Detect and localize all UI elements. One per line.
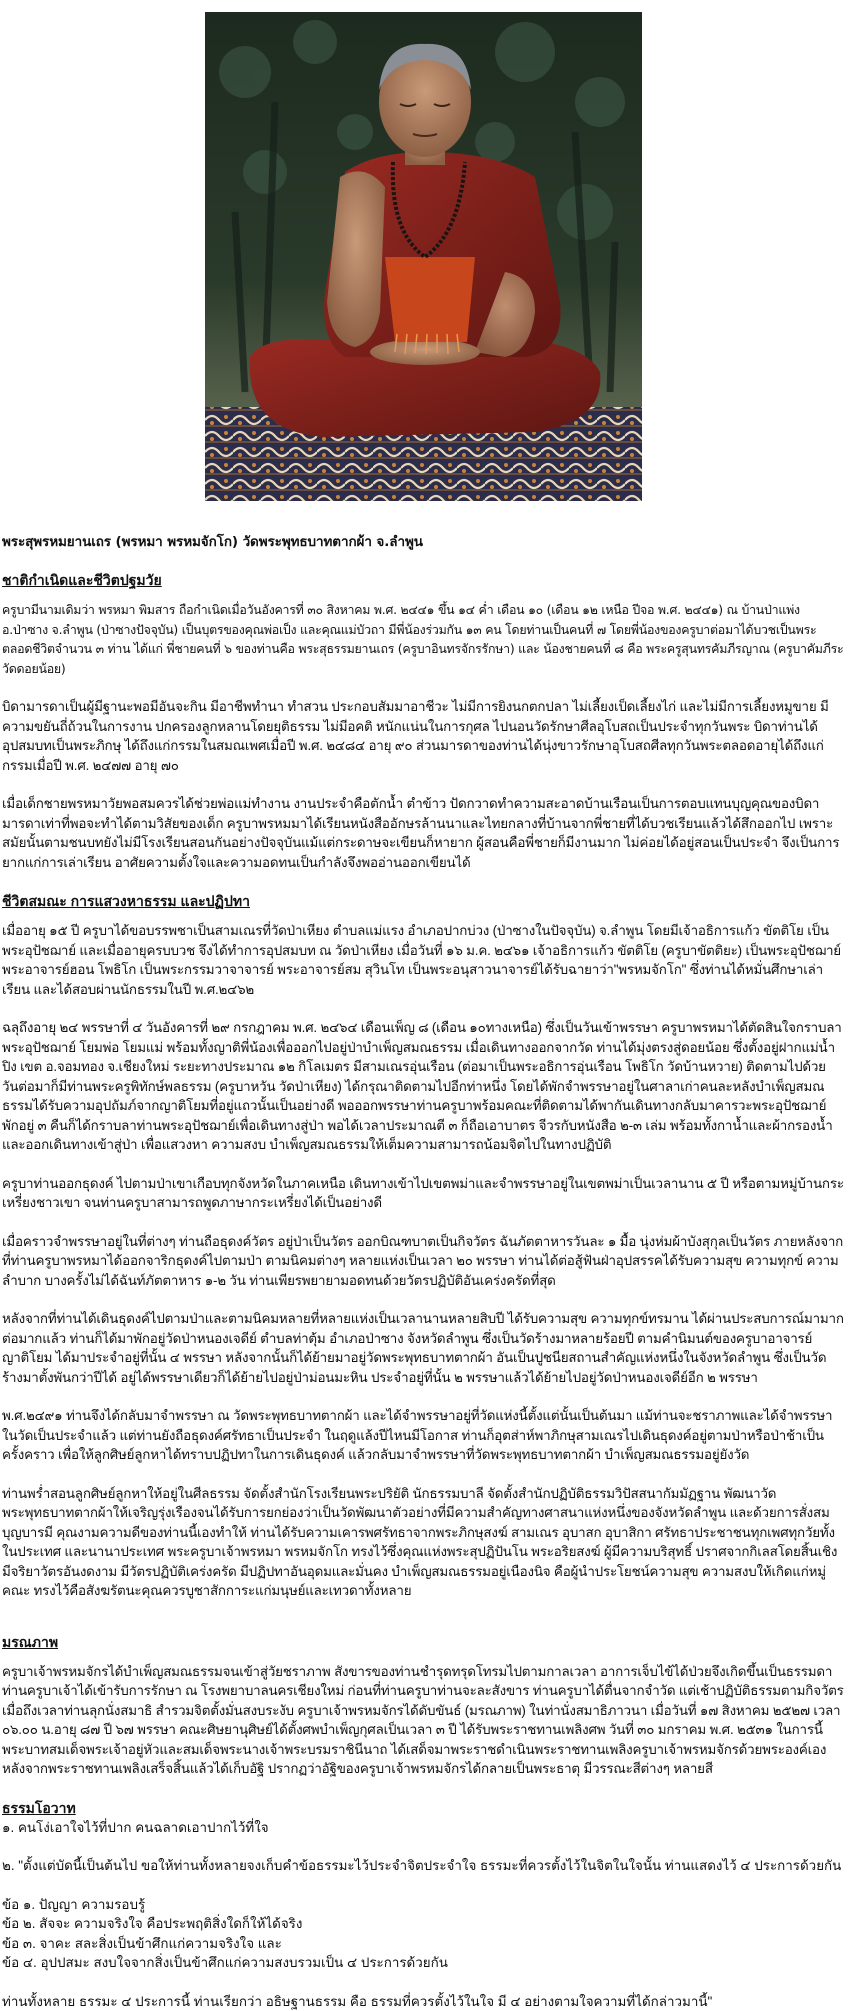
section-spacer: [2, 1620, 844, 1632]
teaching-list-item: ข้อ ๒. สัจจะ ความจริงใจ คือประพฤติสิ่งใดก็ให้ได้จริง: [2, 1914, 844, 1934]
section-heading-death: มรณภาพ: [2, 1632, 844, 1652]
section-heading-dhamma-teaching: ธรรมโอวาท: [2, 1798, 844, 1818]
teaching-quote-intro: ๒. "ตั้งแต่บัดนี้เป็นต้นไป ขอให้ท่านทั้งหลายจงเก็บคำข้อธรรมะไว้ประจำจิตประจำใจ ธรรมะที่ควรตั้งไว้ในจิตในใจนั้น ท่านแสดงไว้ ๔ ประการด้วยกัน: [2, 1856, 844, 1876]
paragraph: เมื่อคราวจำพรรษาอยู่ในที่ต่างๆ ท่านถือธุดงค์วัตร อยู่ป่าเป็นวัตร ออกบิณฑบาตเป็นกิจวัตร ฉันภัตตาหารวันละ ๑ มื้อ นุ่งห่มผ้าบังสุกุลเป็นวัตร ภายหลังจากที่ท่านครูบาพรหมาได้ออกจาริกธุดงค์ไปตามป่า ตามนิคมต่างๆ หลายแห่งเป็นเวลา ๒๐ พรรษา ท่านได้ต่อสู้ฟันฝ่าอุปสรรคได้รับความสุข ความทุกข์ ความลำบาก บางครั้งไม่ได้ฉันท์ภัตตาหาร ๑-๒ วัน ท่านเพียรพยายามอดทนด้วยวัตรปฏิบัติอันเคร่งครัดที่สุด: [2, 1232, 844, 1291]
article-title: พระสุพรหมยานเถร (พรหมา พรหมจักโก) วัดพระพุทธบาทตากผ้า จ.ลำพูน: [2, 532, 844, 552]
paragraph: บิดามารดาเป็นผู้มีฐานะพอมีอันจะกิน มีอาชีพทำนา ทำสวน ประกอบสัมมาอาชีวะ ไม่มีการยิงนกตกปลา ไม่เลี้ยงเป็ดเลี้ยงไก่ และไม่มีการเลี้ยงหมูขาย มีความขยันถี่ถ้วนในการงาน ปกครองลูกหลานโดยยุติธรรม ไม่มีอคติ หนักแน่นในการกุศล ไปนอนวัดรักษาศีลอุโบสถเป็นประจำทุกวันพระ บิดาท่านได้อุปสมบทเป็นพระภิกษุ ได้ถึงแก่กรรมในสมณเพศเมื่อปี พ.ศ. ๒๔๘๔ อายุ ๙๐ ส่วนมารดาของท่านได้นุ่งขาวรักษาอุโบสถศีลทุกวันพระตลอดอายุได้ถึงแก่กรรมเมื่อปี พ.ศ. ๒๔๗๗ อายุ ๗๐: [2, 697, 844, 775]
paragraph: เมื่อเด็กชายพรหมาวัยพอสมควรได้ช่วยพ่อแม่ทำงาน งานประจำคือตักน้ำ ตำข้าว ปัดกวาดทำความสะอาดบ้านเรือนเป็นการตอบแทนบุญคุณของบิดามารดาเท่าที่พอจะทำได้ตามวิสัยของเด็ก ครูบาพรหมมาได้เรียนหนังสืออักษรล้านนาและไทยกลางที่บ้านจากพี่ชายที่ได้บวชเรียนแล้วได้สึกออกไป เพราะสมัยนั้นตามชนบทยังไม่มีโรงเรียนสอนกันอย่างปัจจุบันแม้แต่กระดาษจะเขียนก็หายาก ผู้สอนคือพี่ชายก็มีงานมาก ไม่ค่อยได้อยู่สอนเป็นประจำ จึงเป็นการยากแก่การเล่าเรียน อาศัยความตั้งใจและความอดทนเป็นกำลังจึงพออ่านออกเขียนได้: [2, 794, 844, 872]
paragraph: ครูบามีนามเดิมว่า พรหมา พิมสาร ถือกำเนิดเมื่อวันอังคารที่ ๓๐ สิงหาคม พ.ศ. ๒๔๔๑ ขึ้น ๑๔ ค่ำ เดือน ๑๐ (เดือน ๑๒ เหนือ ปีจอ พ.ศ. ๒๔๔๑) ณ บ้านป่าแพ่ง อ.ป่าซาง จ.ลำพูน (ป่าซางปัจจุบัน) เป็นบุตรของคุณพ่อเป็ง และคุณแม่บัวถา มีพี่น้องร่วมกัน ๑๓ คน โดยท่านเป็นคนที่ ๗ โดยพี่น้องของครูบาต่อมาได้บวชเป็นพระตลอดชีวิตจำนวน ๓ ท่าน ได้แก่ พี่ชายคนที่ ๖ ของท่านคือ พระสุธรรมยานเถร (ครูบาอินทรจักรรักษา) และ น้องชายคนที่ ๘ คือ พระครูสุนทรคัมภีรญาณ (ครูบาคัมภีระ วัดดอยน้อย): [2, 600, 844, 678]
section-heading-monastic-life: ชีวิตสมณะ การแสวงหาธรรม และปฏิปทา: [2, 891, 844, 911]
paragraph: ครูบาเจ้าพรหมจักรได้บำเพ็ญสมณธรรมจนเข้าสู่วัยชราภาพ สังขารของท่านชำรุดทรุดโทรมไปตามกาลเวลา อาการเจ็บไข้ได้ป่วยจึงเกิดขึ้นเป็นธรรมดา ท่านครูบาเจ้าได้เข้ารับการรักษา ณ โรงพยาบาลนครเชียงใหม่ ก่อนที่ท่านครูบาท่านจะละสังขาร ท่านครูบาได้ตื่นจากจำวัด แต่เช้าปฏิบัติธรรมตามกิจวัตร เมื่อถึงเวลาท่านลุกนั่งสมาธิ สำรวมจิตตั้งมั่นสงบระงับ ครูบาเจ้าพรหมจักรได้ดับขันธ์ (มรณภาพ) ในท่านั่งสมาธิภาวนา เมื่อวันที่ ๑๗ สิงหาคม ๒๕๒๗ เวลา ๐๖.๐๐ น.อายุ ๘๗ ปี ๖๗ พรรษา คณะศิษยานุศิษย์ได้ตั้งศพบำเพ็ญกุศลเป็นเวลา ๓ ปี ได้รับพระราชทานเพลิงศพ วันที่ ๓๐ มกราคม พ.ศ. ๒๕๓๑ ในการนี้ พระบาทสมเด็จพระเจ้าอยู่หัวและสมเด็จพระนางเจ้าพระบรมราชินีนาถ ได้เสด็จมาพระราชดำเนินพระราชทานเพลิงครูบาเจ้าพรหมจักรด้วยพระองค์เอง หลังจากพระราชทานเพลิงเสร็จสิ้นแล้วได้เก็บอัฐิ ปรากฏว่าอัฐิของครูบาเจ้าพรหมจักรได้กลายเป็นพระธาตุ มีวรรณะสีต่างๆ หลายสี: [2, 1662, 844, 1779]
monk-portrait-photo: [205, 12, 642, 501]
teaching-list-item: ข้อ ๓. จาคะ สละสิ่งเป็นข้าศึกแก่ความจริงใจ และ: [2, 1934, 844, 1954]
teaching-line: ๑. คนโง่เอาใจไว้ที่ปาก คนฉลาดเอาปากไว้ที่ใจ: [2, 1818, 844, 1838]
article-body: [2, 532, 844, 2011]
spacer: [2, 1876, 844, 1895]
spacer: [2, 1837, 844, 1856]
paragraph: หลังจากที่ท่านได้เดินธุดงค์ไปตามป่าและตามนิคมหลายที่หลายแห่งเป็นเวลานานหลายสิบปี ได้รับความสุข ความทุกข์ทรมาน ได้ผ่านประสบการณ์มามากต่อมากแล้ว ท่านก็ได้มาพักอยู่วัดป่าหนองเจดีย์ ตำบลท่าตุ้ม อำเภอป่าซาง จังหวัดลำพูน ซึ่งเป็นวัดร้างมาหลายร้อยปี ตามคำนิมนต์ของครูบาอาจารย์ญาติโยม ได้มาประจำอยู่ที่นั้น ๔ พรรษา หลังจากนั้นก็ได้ย้ายมาอยู่วัดพระพุทธบาทตากผ้า อันเป็นปูชนียสถานสำคัญแห่งหนึ่งในจังหวัดลำพูน ซึ่งเป็นวัดร้างมาตั้งพันกว่าปีได้ อยู่ได้พรรษาเดียวก็ได้ย้ายไปอยู่ป่าม่อนมะหิน ประจำอยู่ที่นั้น ๒ พรรษาแล้วได้ย้ายไปอยู่วัดป่าหนองเจดีย์อีก ๒ พรรษา: [2, 1309, 844, 1387]
paragraph: ท่านพร่ำสอนลูกศิษย์ลูกหาให้อยู่ในศีลธรรม จัดตั้งสำนักโรงเรียนพระปริยัติ นักธรรมบาลี จัดตั้งสำนักปฏิบัติธรรมวิปัสสนากัมมัฏฐาน พัฒนาวัดพระพุทธบาทตากผ้าให้เจริญรุ่งเรืองจนได้รับการยกย่องว่าเป็นวัดพัฒนาตัวอย่างที่มีความสำคัญทางศาสนาแห่งหนึ่งของจังหวัดลำพูน และด้วยการสั่งสมบุญบารมี คุณงามความดีของท่านนี้เองทำให้ ท่านได้รับความเคารพศรัทธาจากพระภิกษุสงฆ์ สามเณร อุบาสก อุบาสิกา ศรัทธาประชาชนทุกเพศทุกวัยทั้งในประเทศ และนานาประเทศ พระครูบาเจ้าพรหมา พรหมจักโก ทรงไว้ซึ่งคุณแห่งพระสุปฏิปันโน พระอริยสงฆ์ ผู้มีความบริสุทธิ์ ปราศจากกิเลสโดยสิ้นเชิง มีจริยาวัตรอันงดงาม มีวัตรปฏิบัติเคร่งครัด มีปฏิปทาอันอุดมและมั่นคง บำเพ็ญสมณธรรมอยู่เนืองนิจ คือผู้นำประโยชน์ความสุข ความสงบให้เกิดแก่หมู่คณะ ทรงไว้คือสังฆรัตนะคุณควรบูชาสักการะแก่มนุษย์และเทวดาทั้งหลาย: [2, 1484, 844, 1601]
monk-portrait-illustration: [205, 12, 642, 501]
teaching-list-item: ข้อ ๑. ปัญญา ความรอบรู้: [2, 1895, 844, 1915]
teaching-closing: ท่านทั้งหลาย ธรรมะ ๔ ประการนี้ ท่านเรียกว่า อธิษฐานธรรม คือ ธรรมที่ควรตั้งไว้ในใจ มี ๔ อย่างตามใจความที่ได้กล่าวมานี้": [2, 1992, 844, 2011]
paragraph: เมื่ออายุ ๑๕ ปี ครูบาได้ขอบรรพชาเป็นสามเณรที่วัดป่าเหียง ตำบลแม่แรง อำเภอปากบ่วง (ป่าซางในปัจจุบัน) จ.ลำพูน โดยมีเจ้าอธิการแก้ว ขัตติโย เป็นพระอุปัชฌาย์ และเมื่ออายุครบบวช จึงได้ทำการอุปสมบท ณ วัดป่าเหียง เมื่อวันที่ ๑๖ ม.ค. ๒๔๖๑ เจ้าอธิการแก้ว ขัตติโย (ครูบาขัตติยะ) เป็นพระอุปัชฌาย์ พระอาจารย์ฮอน โพธิโก เป็นพระกรรมวาจาจารย์ พระอาจารย์สม สุวินโท เป็นพระอนุสาวนาจารย์ได้รับฉายาว่า"พรหมจักโก" ซึ่งท่านได้หมั่นศึกษาเล่าเรียน และได้สอบผ่านนักธรรมในปี พ.ศ.๒๔๖๒: [2, 921, 844, 999]
teaching-list-item: ข้อ ๔. อุปปสมะ สงบใจจากสิ่งเป็นข้าศึกแก่ความสงบรวมเป็น ๔ ประการด้วยกัน: [2, 1953, 844, 1973]
paragraph: พ.ศ.๒๔๙๑ ท่านจึงได้กลับมาจำพรรษา ณ วัดพระพุทธบาทตากผ้า และได้จำพรรษาอยู่ที่วัดแห่งนี้ตั้งแต่นั้นเป็นต้นมา แม้ท่านจะชราภาพและได้จำพรรษาในวัดเป็นประจำแล้ว แต่ท่านยังถือธุดงค์ศรัทธาเป็นประจำ ในฤดูแล้งปีไหนมีโอกาส ท่านก็อุตส่าห์พาภิกษุสามเณรไปเดินธุดงค์อยู่ตามป่าหรือป่าช้าเป็นครั้งคราว เพื่อให้ลูกศิษย์ลูกหาได้ทราบปฏิปทาในการเดินธุดงค์ แล้วกลับมาจำพรรษาที่วัดพระพุทธบาทตากผ้า บำเพ็ญสมณธรรมอยู่ยังวัด: [2, 1406, 844, 1465]
paragraph: ครูบาท่านออกธุดงค์ ไปตามป่าเขาเกือบทุกจังหวัดในภาคเหนือ เดินทางเข้าไปเขตพม่าและจำพรรษาอยู่ในเขตพม่าเป็นเวลานาน ๕ ปี หรือตามหมู่บ้านกระเหรี่ยงชาวเขา จนท่านครูบาสามารถพูดภาษากระเหรี่ยงได้เป็นอย่างดี: [2, 1174, 844, 1213]
spacer: [2, 1973, 844, 1992]
paragraph: ฉลุถึงอายุ ๒๔ พรรษาที่ ๔ วันอังคารที่ ๒๙ กรกฎาคม พ.ศ. ๒๔๖๔ เดือนเพ็ญ ๘ (เดือน ๑๐ทางเหนือ) ซึ่งเป็นวันเข้าพรรษา ครูบาพรหมาได้ตัดสินใจกราบลาพระอุปัชฌาย์ โยมพ่อ โยมแม่ พร้อมทั้งญาติพี่น้องเพื่อออกไปอยู่ป่าบำเพ็ญสมณธรรม เมื่อเดินทางออกจากวัด ท่านได้มุ่งตรงสู่ดอยน้อย ซึ่งตั้งอยู่ฝากแม่น้ำปิง เขต อ.จอมทอง จ.เชียงใหม่ ระยะทางประมาณ ๑๒ กิโลเมตร มีสามเณรอุ่นเรือน (ต่อมาเป็นพระอธิการอุ่นเรือน โพธิโก วัดบ้านหวาย) ติดตามไปด้วย วันต่อมาก็มีท่านพระครูพิทักษ์พลธรรม (ครูบาหวัน วัดป่าเหียง) ได้กรุณาติดตามไปอีกท่าหนึ่ง โดยได้พักจำพรรษาอยู่ในศาลาเก่าคนละหลังบำเพ็ญสมณธรรมได้รับความอุปถัมภ์จากญาติโยมที่อยู่แถวนั้นเป็นอย่างดี พอออกพรรษาท่านครูบาพร้อมคณะที่ติดตามได้พากันเดินทางกลับมาคารวะพระอุปัชฌาย์ พักอยู่ ๓ คืนก็ได้กราบลาท่านพระอุปัชฌาย์เพื่อเดินทางสู่ป่า พอได้เวลาประมาณตี ๓ ก็ถือเอาบาตร จีวรกับหนังสือ ๒-๓ เล่ม พร้อมทั้งกาน้ำและผ้ากรองน้ำและออกเดินทางเข้าสู่ป่า เพื่อแสวงหา ความสงบ บำเพ็ญสมณธรรมให้เต็มความสามารถน้อมจิตไปในทางปฏิบัติ: [2, 1018, 844, 1155]
section-heading-birth: ชาติกำเนิดและชีวิตปฐมวัย: [2, 570, 844, 590]
